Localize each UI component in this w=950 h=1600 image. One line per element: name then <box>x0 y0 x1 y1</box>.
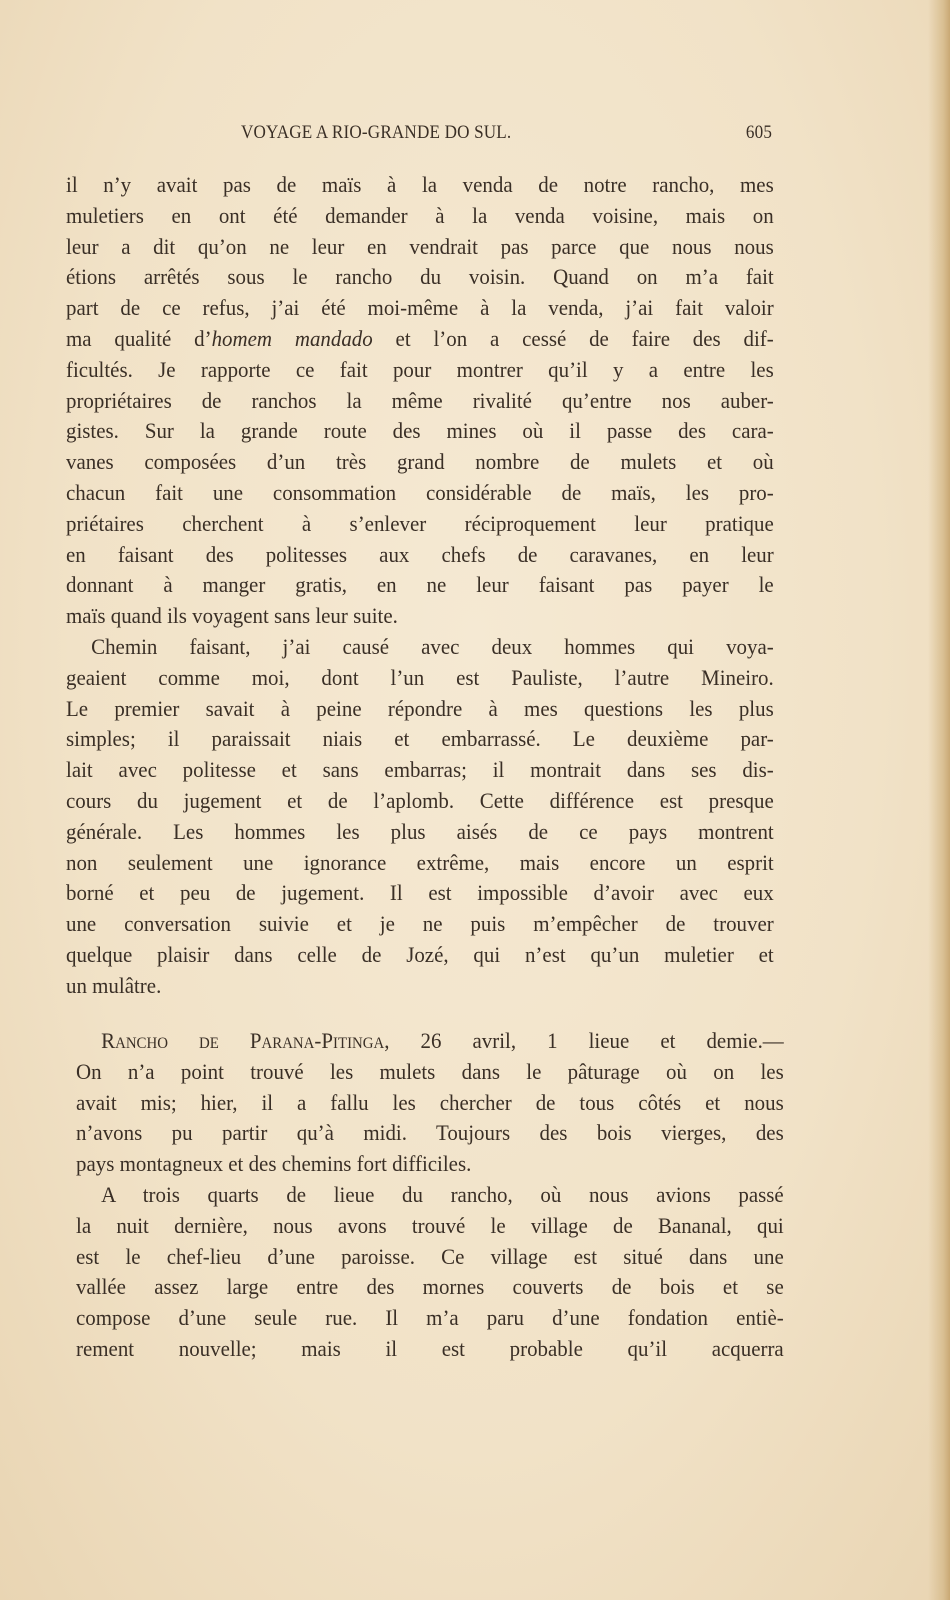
line-text: gistes. Sur la grande route des mines où il passe des cara- <box>66 418 774 444</box>
text-block-1 <box>66 170 774 1002</box>
line-text: simples; il paraissait niais et embarrassé. Le deuxième par- <box>66 726 774 752</box>
text-line <box>66 724 774 755</box>
text-line <box>66 170 774 201</box>
text-line <box>66 786 774 817</box>
line-text: , 26 avril, 1 lieue et demie.— <box>384 1028 784 1053</box>
text-line <box>66 878 774 909</box>
line-text: propriétaires de ranchos la même rivalité qu’entre nos auber- <box>66 387 774 413</box>
text-line <box>76 1026 784 1057</box>
line-text: ma qualité d’ <box>66 325 212 351</box>
line-text: rement nouvelle; mais il est probable qu’il acquerra <box>76 1335 784 1361</box>
running-title: VOYAGE A RIO-GRANDE DO SUL. <box>241 122 512 143</box>
line-text: A trois quarts de lieue du rancho, où nous avions passé <box>101 1181 784 1207</box>
line-text: vanes composées d’un très grand nombre de mulets et où <box>66 449 774 475</box>
line-text: pays montagneux et des chemins fort difficiles. <box>76 1151 472 1177</box>
text-line <box>66 632 774 663</box>
text-line <box>66 447 774 478</box>
text-line <box>76 1334 784 1365</box>
text-line <box>76 1088 784 1119</box>
page-edge <box>928 0 950 1600</box>
line-text: non seulement une ignorance extrême, mais encore un esprit <box>66 849 774 875</box>
line-text: la nuit dernière, nous avons trouvé le village de Bananal, qui <box>76 1212 784 1238</box>
text-line <box>66 940 774 971</box>
text-line <box>76 1211 784 1242</box>
italic-text: homem mandado <box>211 325 373 351</box>
text-line <box>66 293 774 324</box>
line-text: vallée assez large entre des mornes couverts de bois et se <box>76 1274 784 1300</box>
line-text: avait mis; hier, il a fallu les chercher de tous côtés et nous <box>76 1089 784 1115</box>
line-text: lait avec politesse et sans embarras; il montrait dans ses dis- <box>66 757 774 783</box>
text-line <box>66 540 774 571</box>
text-line <box>66 663 774 694</box>
text-block-2 <box>76 1026 784 1365</box>
line-text: et l’on a cessé de faire des dif- <box>372 325 774 351</box>
line-text: chacun fait une consommation considérable de maïs, les pro- <box>66 479 774 505</box>
text-line <box>66 478 774 509</box>
text-line <box>66 355 774 386</box>
text-line <box>66 386 774 417</box>
text-line <box>76 1180 784 1211</box>
text-line <box>66 817 774 848</box>
text-line <box>66 601 774 632</box>
line-text: Le premier savait à peine répondre à mes questions les plus <box>66 695 774 721</box>
text-line <box>76 1272 784 1303</box>
text-line <box>66 416 774 447</box>
text-line <box>66 909 774 940</box>
text-line <box>66 755 774 786</box>
line-text: priétaires cherchent à s’enlever réciproquement leur pratique <box>66 510 774 536</box>
text-line <box>76 1057 784 1088</box>
line-text: borné et peu de jugement. Il est impossible d’avoir avec eux <box>66 880 774 906</box>
line-text: générale. Les hommes les plus aisés de ce pays montrent <box>66 818 774 844</box>
line-text: cours du jugement et de l’aplomb. Cette différence est presque <box>66 787 774 813</box>
line-text: On n’a point trouvé les mulets dans le pâturage où on les <box>76 1058 784 1084</box>
text-line <box>76 1118 784 1149</box>
page-number: 605 <box>745 122 772 143</box>
section-heading: Rancho de Parana-Pitinga <box>101 1028 385 1053</box>
text-line <box>66 509 774 540</box>
line-text: maïs quand ils voyagent sans leur suite. <box>66 603 398 629</box>
line-text: une conversation suivie et je ne puis m’empêcher de trouver <box>66 911 774 937</box>
text-line <box>76 1303 784 1334</box>
text-line <box>76 1242 784 1273</box>
line-text: donnant à manger gratis, en ne leur faisant pas payer le <box>66 572 774 598</box>
text-line <box>66 971 774 1002</box>
line-text: geaient comme moi, dont l’un est Pauliste, l’autre Mineiro. <box>66 664 774 690</box>
line-text: un mulâtre. <box>66 972 162 998</box>
line-text: part de ce refus, j’ai été moi-même à la venda, j’ai fait valoir <box>66 295 774 321</box>
line-text: compose d’une seule rue. Il m’a paru d’une fondation entiè- <box>76 1305 784 1331</box>
text-line <box>66 201 774 232</box>
text-line <box>66 848 774 879</box>
line-text: il n’y avait pas de maïs à la venda de notre rancho, mes <box>66 172 774 197</box>
running-header <box>66 122 772 148</box>
text-line <box>66 232 774 263</box>
line-text: quelque plaisir dans celle de Jozé, qui n’est qu’un muletier et <box>66 941 774 967</box>
text-line <box>66 570 774 601</box>
line-text: n’avons pu partir qu’à midi. Toujours des bois vierges, des <box>76 1120 784 1146</box>
line-text: leur a dit qu’on ne leur en vendrait pas parce que nous nous <box>66 233 774 259</box>
line-text: en faisant des politesses aux chefs de caravanes, en leur <box>66 541 774 567</box>
text-line <box>66 694 774 725</box>
text-line <box>76 1149 784 1180</box>
line-text: ficultés. Je rapporte ce fait pour montrer qu’il y a entre les <box>66 356 774 382</box>
text-line <box>66 262 774 293</box>
line-text: Chemin faisant, j’ai causé avec deux hommes qui voya- <box>91 633 774 659</box>
line-text: muletiers en ont été demander à la venda voisine, mais on <box>66 202 774 228</box>
text-line <box>66 324 774 355</box>
line-text: étions arrêtés sous le rancho du voisin. Quand on m’a fait <box>66 264 774 290</box>
line-text: est le chef-lieu d’une paroisse. Ce village est situé dans une <box>76 1243 784 1269</box>
